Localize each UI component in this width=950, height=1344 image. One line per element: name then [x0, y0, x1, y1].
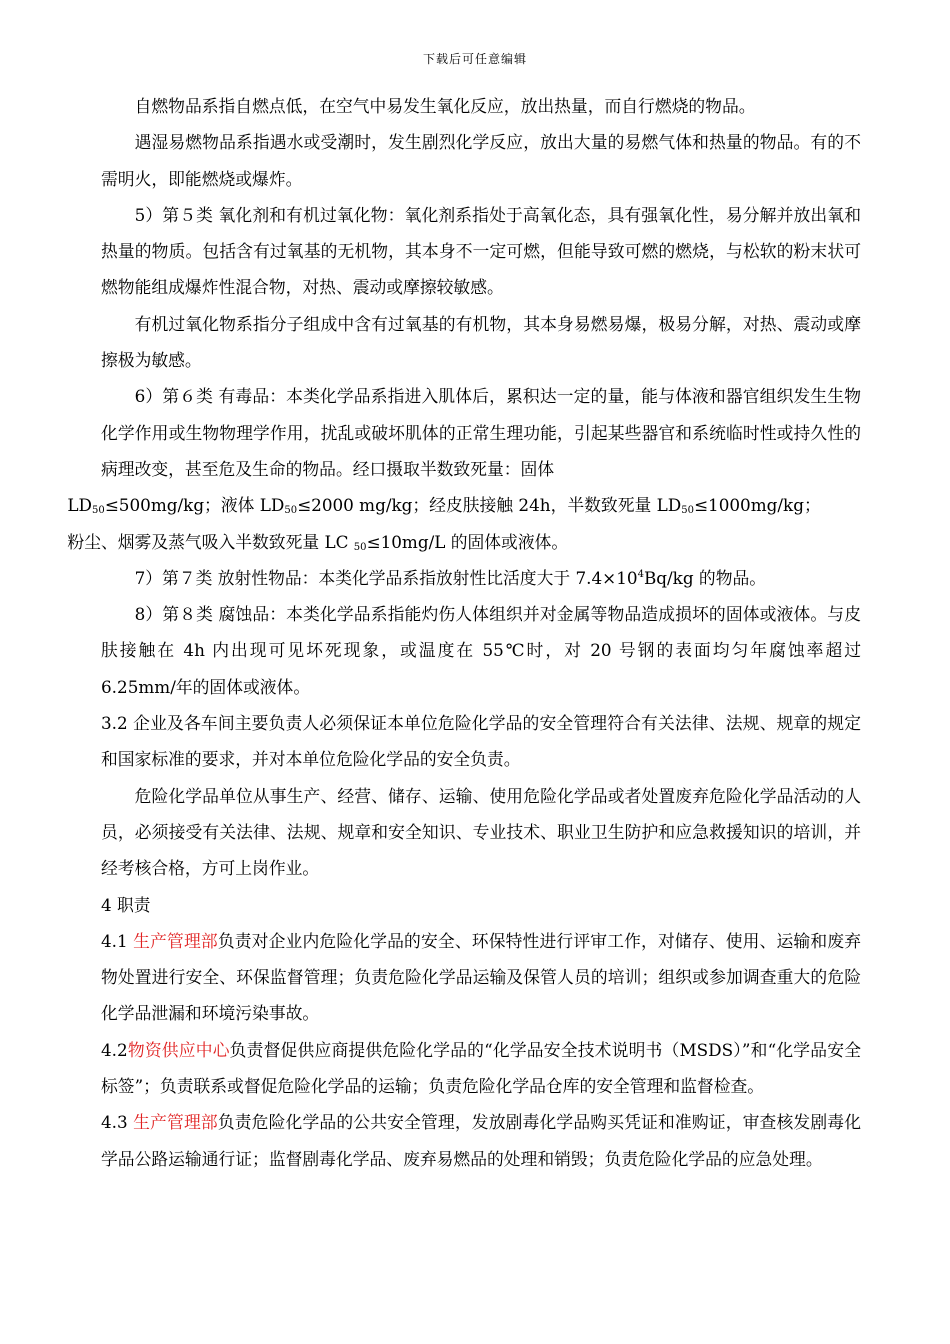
paragraph-organic-peroxide: 有机过氧化物系指分子组成中含有过氧基的有机物，其本身易燃易爆，极易分解，对热、震动或摩擦极为敏感。: [101, 313, 861, 371]
dept-production-management: 生产管理部: [133, 930, 218, 951]
class-6-lc-line: 粉尘、烟雾及蒸气吸入半数致死量 LC $_{50}$≤10mg/L 的固体或液体。: [67, 531, 569, 553]
dept-production-management-2: 生产管理部: [133, 1112, 218, 1133]
class-6-text: 6）第６类 有毒品：本类化学品系指进入肌体后，累积达一定的量，能与体液和器官组织发生生物化学作用或生物物理学作用，扰乱或破坏肌体的正常生理功能，引起某些器官和系统临时性或持久性的病理改变，甚至危及生命的物品。经口摄取半数致死量：固体: [101, 386, 861, 479]
page-header: 下载后可任意编辑: [422, 52, 527, 66]
paragraph-3-2: 3.2 企业及各车间主要负责人必须保证本单位危险化学品的安全管理符合有关法律、法规、规章的规定和国家标准的要求，并对本单位危险化学品的安全负责。: [101, 713, 861, 770]
dept-material-supply: 物资供应中心: [127, 1039, 230, 1060]
paragraph-4-1: 4.1 生产管理部负责对企业内危险化学品的安全、环保特性进行评审工作，对储存、使用、运输和废弃物处置进行安全、环保监督管理；负责危险化学品运输及保管人员的培训；组织或参加调查重大的危险化学品泄漏和环境污染事故。: [101, 930, 861, 1024]
paragraph-class-8: 8）第８类 腐蚀品：本类化学品系指能灼伤人体组织并对金属等物品造成损坏的固体或液体。与皮肤接触在 4h 内出现可见坏死现象，或温度在 55℃时，对 20 号钢的表面均匀年腐蚀率超过 6.25mm/年的固体或液体。: [101, 604, 861, 697]
paragraph-class-7: 7）第７类 放射性物品：本类化学品系指放射性比活度大于 $7.4\times 10^4Bq/kg$ 的物品。: [134, 567, 767, 588]
paragraph-class-6: [67, 378, 861, 559]
paragraph-training: 危险化学品单位从事生产、经营、储存、运输、使用危险化学品或者处置废弃危险化学品活动的人员，必须接受有关法律、法规、规章和安全知识、专业技术、职业卫生防护和应急救援知识的培训，并经考核合格，方可上岗作业。: [101, 785, 861, 879]
paragraph-spontaneous-combustion: 自燃物品系指自燃点低，在空气中易发生氧化反应，放出热量，而自行燃烧的物品。: [134, 96, 756, 116]
paragraph-water-reactive: 遇湿易燃物品系指遇水或受潮时，发生剧烈化学反应，放出大量的易燃气体和热量的物品。有的不需明火，即能燃烧或爆炸。: [101, 132, 861, 189]
paragraph-4-2: 4.2物资供应中心负责督促供应商提供危险化学品的“化学品安全技术说明书（MSDS）”和“化学品安全标签”；负责联系或督促危险化学品的运输；负责危险化学品仓库的安全管理和监督检查。: [101, 1039, 861, 1097]
class-6-ld-line: $LD_{50}\le 500mg/kg$；液体 $LD_{50}\le 2000$ mg/kg；经皮肤接触 24h，半数致死量 $LD_{50}\le 1000mg/kg$；: [67, 495, 821, 517]
section-heading-duties: 4 职责: [101, 894, 151, 915]
document-body: [67, 88, 861, 1177]
paragraph-4-3: 4.3 生产管理部负责危险化学品的公共安全管理，发放剧毒化学品购买凭证和准购证，审查核发剧毒化学品公路运输通行证；监督剧毒化学品、废弃易燃品的处理和销毁；负责危险化学品的应急处理。: [101, 1112, 861, 1169]
paragraph-class-5: 5）第５类 氧化剂和有机过氧化物：氧化剂系指处于高氧化态，具有强氧化性，易分解并放出氧和热量的物质。包括含有过氧基的无机物，其本身不一定可燃，但能导致可燃的燃烧，与松软的粉末状可燃物能组成爆炸性混合物，对热、震动或摩擦较敏感。: [101, 204, 861, 298]
